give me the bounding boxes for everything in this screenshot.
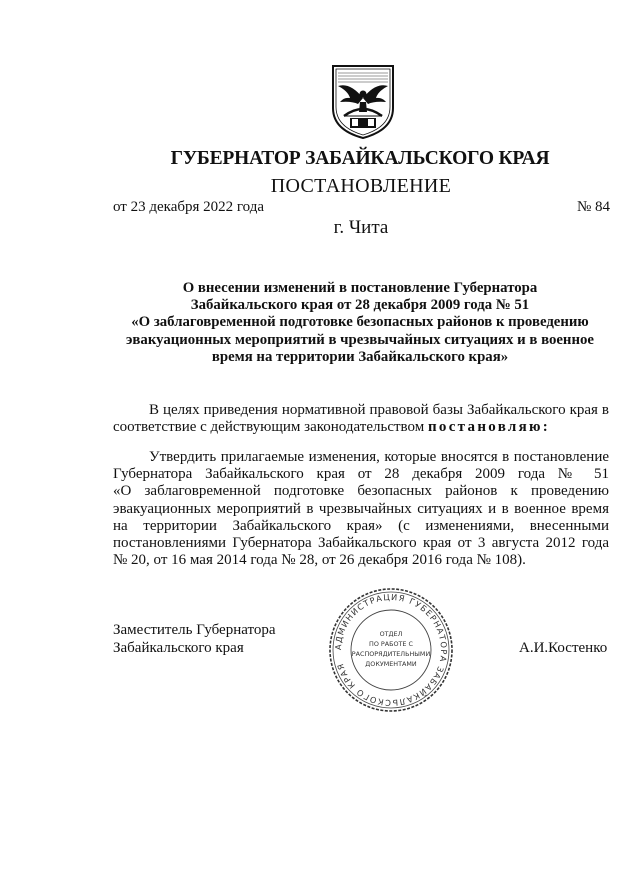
preamble-text: соответствие с действующим законодательством: [113, 419, 425, 436]
subject-line: О внесении изменений в постановление Губернатора: [182, 280, 538, 296]
document-number: № 84: [577, 199, 611, 215]
signatory-position-line: Заместитель Губернатора: [113, 622, 276, 638]
resolve-word: постановляю:: [427, 419, 551, 436]
authority-title: ГУБЕРНАТОР ЗАБАЙКАЛЬСКОГО КРАЯ: [170, 148, 550, 169]
signatory-position-line: Забайкальского края: [113, 639, 244, 656]
official-stamp: [327, 586, 455, 714]
resolution-line: № 20, от 16 мая 2014 года № 28, от 26 декабря 2016 года № 108).: [113, 552, 526, 569]
preamble-paragraph: [113, 402, 609, 436]
preamble-line: [113, 419, 609, 436]
svg-text:ДОКУМЕНТАМИ: ДОКУМЕНТАМИ: [365, 660, 417, 668]
subject-line: эвакуационных мероприятий в чрезвычайных ситуациях и в военное: [126, 331, 594, 348]
signatory-name: А.И.Костенко: [519, 640, 608, 656]
resolution-line: на территории Забайкальского края» (с изменениями, внесенными: [113, 517, 609, 534]
document-type: ПОСТАНОВЛЕНИЕ: [270, 175, 452, 197]
preamble-line: В целях приведения нормативной правовой базы Забайкальского края в: [149, 402, 609, 418]
subject-line: «О заблаговременной подготовке безопасных районов к проведению: [131, 314, 589, 331]
resolution-line: эвакуационных мероприятий в чрезвычайных ситуациях и в военное время: [113, 500, 609, 517]
signatory-position: [113, 622, 276, 657]
resolution-line: Утвердить прилагаемые изменения, которые вносятся в постановление: [149, 449, 609, 465]
resolution-paragraph: [113, 449, 609, 569]
svg-text:ОТДЕЛ: ОТДЕЛ: [379, 630, 403, 638]
resolution-line: «О заблаговременной подготовке безопасных районов к проведению: [113, 483, 609, 500]
subject-line: Забайкальского края от 28 декабря 2009 года № 51: [190, 297, 530, 314]
subject-line: время на территории Забайкальского края»: [211, 348, 509, 365]
document-date: от 23 декабря 2022 года: [113, 199, 265, 215]
document-city: г. Чита: [333, 217, 389, 238]
svg-text:АДМИНИСТРАЦИЯ ГУБЕРНАТОРА ЗАБА: АДМИНИСТРАЦИЯ ГУБЕРНАТОРА ЗАБАЙКАЛЬСКОГО КРАЯ: [332, 591, 450, 709]
resolution-line: постановлениями Губернатора Забайкальского края от 3 августа 2012 года: [113, 534, 609, 551]
svg-text:РАСПОРЯДИТЕЛЬНЫМИ: РАСПОРЯДИТЕЛЬНЫМИ: [351, 650, 431, 658]
coat-of-arms-emblem: [330, 64, 396, 140]
svg-text:ПО РАБОТЕ С: ПО РАБОТЕ С: [369, 640, 413, 648]
document-subject: [112, 280, 608, 366]
resolution-line: Губернатора Забайкальского края от 28 декабря 2009 года № 51: [113, 466, 609, 483]
